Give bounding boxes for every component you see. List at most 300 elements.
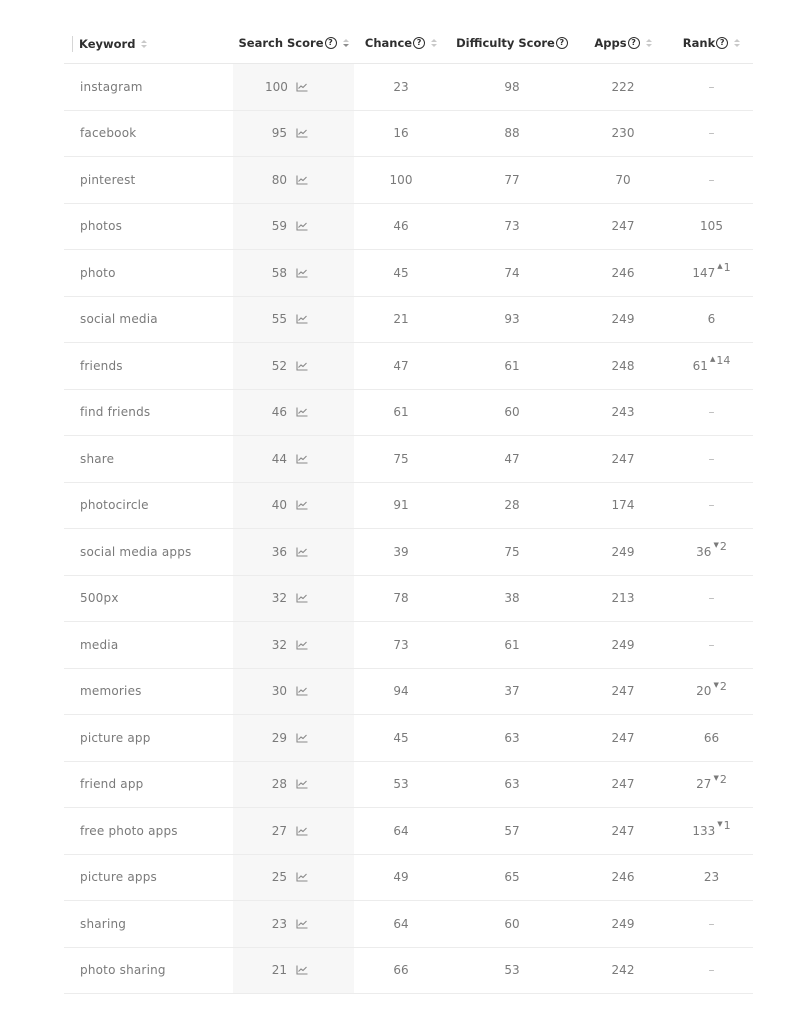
search-score-value: 46 (271, 405, 287, 420)
difficulty-cell (448, 173, 576, 187)
apps-value: 249 (611, 916, 635, 931)
keyword-cell (64, 266, 233, 280)
chance-cell (354, 777, 448, 791)
chance-cell (354, 591, 448, 605)
rank-change-arrow-icon: ▲ (709, 355, 716, 364)
chance-value: 53 (393, 777, 409, 792)
search-score-value: 40 (271, 498, 287, 513)
rank-value: – (708, 405, 715, 420)
trend-chart-icon[interactable] (296, 686, 308, 696)
keyword-text[interactable]: free photo apps (80, 823, 178, 838)
rank-value: 147 (692, 265, 716, 280)
rank-change (713, 773, 726, 786)
difficulty-value: 61 (504, 358, 520, 373)
rank-value: 61 (692, 358, 708, 373)
rank-cell (670, 963, 753, 977)
apps-value: 242 (611, 963, 635, 978)
chance-cell (354, 824, 448, 838)
search-score-cell (233, 917, 354, 931)
search-score-value: 44 (271, 451, 287, 466)
keyword-text[interactable]: social media apps (80, 544, 192, 559)
chance-value: 91 (393, 498, 409, 513)
apps-cell (576, 219, 670, 233)
difficulty-value: 75 (504, 544, 520, 559)
help-icon[interactable]: ? (413, 37, 425, 49)
table-row[interactable] (64, 669, 753, 716)
difficulty-cell (448, 405, 576, 419)
rank-cell (670, 870, 753, 884)
table-body (64, 64, 753, 994)
table-row[interactable] (64, 343, 753, 390)
rank-value: 6 (707, 312, 716, 327)
difficulty-value: 88 (504, 126, 520, 141)
rank-cell (670, 679, 753, 699)
difficulty-cell (448, 498, 576, 512)
search-score-cell (233, 219, 354, 233)
chance-value: 61 (393, 405, 409, 420)
keyword-cell (64, 591, 233, 605)
chance-value: 78 (393, 591, 409, 606)
rank-cell (670, 312, 753, 326)
search-score-value: 80 (271, 172, 287, 187)
help-icon[interactable]: ? (716, 37, 728, 49)
difficulty-value: 57 (504, 823, 520, 838)
rank-cell (670, 772, 753, 792)
apps-value: 247 (611, 451, 635, 466)
difficulty-cell (448, 684, 576, 698)
header-chance[interactable] (354, 36, 448, 50)
table-row[interactable] (64, 762, 753, 809)
rank-change-value: 2 (719, 540, 727, 554)
header-rank[interactable] (670, 36, 753, 50)
difficulty-value: 28 (504, 498, 520, 513)
apps-cell (576, 173, 670, 187)
table-row[interactable] (64, 529, 753, 576)
apps-cell (576, 545, 670, 559)
trend-chart-icon[interactable] (296, 407, 308, 417)
rank-change-value: 1 (723, 819, 731, 833)
keyword-text[interactable]: photos (80, 219, 123, 234)
difficulty-cell (448, 545, 576, 559)
keyword-cell (64, 173, 233, 187)
table-row[interactable] (64, 576, 753, 623)
keyword-cell (64, 545, 233, 559)
rank-value: – (708, 498, 715, 513)
rank-change-arrow-icon: ▼ (713, 541, 719, 550)
rank-change-arrow-icon: ▲ (717, 262, 723, 271)
keyword-cell (64, 870, 233, 884)
table-row[interactable] (64, 204, 753, 251)
trend-chart-icon[interactable] (296, 500, 308, 510)
chance-cell (354, 452, 448, 466)
header-search-score-label: Search Score (238, 36, 324, 50)
apps-value: 70 (615, 172, 631, 187)
keyword-text[interactable]: 500px (80, 591, 119, 606)
rank-cell (670, 405, 753, 419)
header-search-score[interactable] (233, 36, 354, 50)
chance-value: 73 (393, 637, 409, 652)
rank-change-arrow-icon: ▼ (717, 820, 723, 829)
keyword-text[interactable]: pinterest (80, 172, 136, 187)
difficulty-value: 47 (504, 451, 520, 466)
rank-change-arrow-icon: ▼ (713, 680, 719, 689)
keyword-cell (64, 405, 233, 419)
search-score-cell (233, 777, 354, 791)
table-row[interactable] (64, 715, 753, 762)
chance-cell (354, 963, 448, 977)
header-apps-label: Apps (594, 36, 627, 50)
header-difficulty-score-label: Difficulty Score (456, 36, 555, 50)
chance-value: 100 (389, 172, 413, 187)
keyword-cell (64, 219, 233, 233)
trend-chart-icon[interactable] (296, 454, 308, 464)
apps-cell (576, 498, 670, 512)
search-score-cell (233, 591, 354, 605)
sort-icon[interactable] (646, 39, 652, 47)
apps-cell (576, 312, 670, 326)
keyword-text[interactable]: social media (80, 312, 158, 327)
difficulty-cell (448, 731, 576, 745)
rank-cell (670, 917, 753, 931)
search-score-cell (233, 824, 354, 838)
sort-icon[interactable] (141, 40, 147, 48)
trend-chart-icon[interactable] (296, 872, 308, 882)
rank-change (713, 680, 726, 693)
sort-icon[interactable] (734, 39, 740, 47)
keyword-text[interactable]: photo sharing (80, 963, 166, 978)
chance-cell (354, 498, 448, 512)
keyword-cell (64, 963, 233, 977)
keyword-cell (64, 498, 233, 512)
trend-chart-icon[interactable] (296, 314, 308, 324)
keyword-cell (64, 777, 233, 791)
search-score-value: 32 (271, 591, 287, 606)
search-score-cell (233, 498, 354, 512)
difficulty-cell (448, 638, 576, 652)
apps-cell (576, 405, 670, 419)
search-score-value: 27 (271, 823, 287, 838)
chance-value: 64 (393, 916, 409, 931)
difficulty-value: 93 (504, 312, 520, 327)
difficulty-cell (448, 777, 576, 791)
trend-chart-icon[interactable] (296, 779, 308, 789)
trend-chart-icon[interactable] (296, 547, 308, 557)
trend-chart-icon[interactable] (296, 128, 308, 138)
table-row[interactable] (64, 436, 753, 483)
search-score-cell (233, 638, 354, 652)
apps-cell (576, 359, 670, 373)
difficulty-cell (448, 591, 576, 605)
help-icon[interactable]: ? (325, 37, 337, 49)
column-divider (72, 36, 73, 52)
header-keyword[interactable] (64, 36, 233, 52)
rank-cell (670, 638, 753, 652)
rank-value: 23 (703, 870, 720, 885)
difficulty-value: 73 (504, 219, 520, 234)
difficulty-cell (448, 359, 576, 373)
rank-value: – (708, 963, 715, 978)
rank-value: 105 (700, 219, 723, 234)
rank-cell (670, 731, 753, 745)
chance-cell (354, 80, 448, 94)
keyword-table (64, 0, 753, 994)
chance-value: 16 (393, 126, 409, 141)
apps-value: 247 (611, 219, 635, 234)
search-score-cell (233, 312, 354, 326)
apps-value: 174 (611, 498, 635, 513)
chance-value: 66 (393, 963, 409, 978)
trend-chart-icon[interactable] (296, 82, 308, 92)
table-row[interactable] (64, 64, 753, 111)
chance-cell (354, 731, 448, 745)
difficulty-cell (448, 870, 576, 884)
apps-value: 249 (611, 637, 635, 652)
search-score-cell (233, 545, 354, 559)
rank-change (717, 819, 730, 832)
rank-value: 133 (692, 823, 716, 838)
search-score-cell (233, 80, 354, 94)
chance-value: 46 (393, 219, 409, 234)
keyword-cell (64, 126, 233, 140)
rank-change (717, 261, 730, 274)
sort-icon[interactable] (431, 39, 437, 47)
keyword-cell (64, 80, 233, 94)
keyword-text[interactable]: facebook (80, 126, 137, 141)
rank-cell (670, 354, 753, 373)
search-score-cell (233, 963, 354, 977)
keyword-cell (64, 312, 233, 326)
difficulty-cell (448, 126, 576, 140)
difficulty-value: 63 (504, 730, 520, 745)
table-row[interactable] (64, 483, 753, 530)
difficulty-cell (448, 312, 576, 326)
rank-change-value: 14 (716, 354, 731, 368)
chance-cell (354, 545, 448, 559)
search-score-value: 52 (271, 358, 287, 373)
table-row[interactable] (64, 622, 753, 669)
apps-cell (576, 777, 670, 791)
table-row[interactable] (64, 948, 753, 995)
rank-value: – (708, 126, 715, 141)
rank-value: – (708, 172, 715, 187)
rank-cell (670, 126, 753, 140)
apps-value: 230 (611, 126, 635, 141)
chance-cell (354, 917, 448, 931)
keyword-cell (64, 359, 233, 373)
table-row[interactable] (64, 855, 753, 902)
keyword-text[interactable]: sharing (80, 916, 127, 931)
rank-value: 66 (703, 730, 720, 745)
apps-value: 247 (611, 730, 635, 745)
rank-value: 27 (696, 777, 712, 792)
trend-chart-icon[interactable] (296, 733, 308, 743)
rank-cell (670, 261, 753, 280)
apps-cell (576, 591, 670, 605)
apps-value: 248 (611, 358, 635, 373)
keyword-text[interactable]: picture apps (80, 870, 157, 885)
keyword-cell (64, 638, 233, 652)
apps-value: 247 (611, 684, 635, 699)
rank-value: – (708, 916, 715, 931)
apps-cell (576, 684, 670, 698)
difficulty-value: 60 (504, 916, 520, 931)
chance-cell (354, 173, 448, 187)
keyword-text[interactable]: instagram (80, 79, 143, 94)
apps-value: 246 (611, 265, 635, 280)
difficulty-cell (448, 963, 576, 977)
rank-cell (670, 591, 753, 605)
rank-cell (670, 819, 753, 838)
rank-cell (670, 498, 753, 512)
rank-change-value: 2 (719, 679, 727, 693)
header-rank-label: Rank (682, 36, 716, 50)
trend-chart-icon[interactable] (296, 826, 308, 836)
difficulty-value: 38 (504, 591, 520, 606)
difficulty-value: 63 (504, 777, 520, 792)
chance-value: 23 (393, 79, 409, 94)
apps-value: 243 (611, 405, 635, 420)
header-chance-label: Chance (364, 36, 413, 50)
apps-cell (576, 638, 670, 652)
chance-cell (354, 219, 448, 233)
trend-chart-icon[interactable] (296, 361, 308, 371)
chance-value: 45 (393, 265, 409, 280)
difficulty-value: 77 (504, 172, 520, 187)
rank-value: – (708, 79, 715, 94)
chance-cell (354, 684, 448, 698)
apps-cell (576, 917, 670, 931)
apps-cell (576, 963, 670, 977)
trend-chart-icon[interactable] (296, 965, 308, 975)
keyword-cell (64, 824, 233, 838)
search-score-cell (233, 684, 354, 698)
chance-cell (354, 405, 448, 419)
keyword-text[interactable]: memories (80, 684, 142, 699)
keyword-text[interactable]: friend app (80, 777, 144, 792)
table-row[interactable] (64, 157, 753, 204)
table-row[interactable] (64, 808, 753, 855)
chance-value: 49 (393, 870, 409, 885)
sort-icon[interactable] (343, 39, 349, 47)
search-score-value: 55 (271, 312, 287, 327)
apps-value: 249 (611, 544, 635, 559)
chance-value: 21 (393, 312, 409, 327)
search-score-value: 95 (271, 126, 287, 141)
keyword-cell (64, 452, 233, 466)
rank-change-value: 2 (719, 772, 727, 786)
search-score-value: 100 (265, 79, 288, 94)
chance-cell (354, 312, 448, 326)
search-score-cell (233, 173, 354, 187)
table-row[interactable] (64, 250, 753, 297)
apps-cell (576, 452, 670, 466)
header-apps[interactable] (576, 36, 670, 50)
keyword-cell (64, 684, 233, 698)
difficulty-cell (448, 219, 576, 233)
search-score-cell (233, 731, 354, 745)
keyword-cell (64, 731, 233, 745)
keyword-text[interactable]: friends (80, 358, 123, 373)
search-score-value: 58 (271, 265, 287, 280)
search-score-value: 23 (271, 916, 287, 931)
trend-chart-icon[interactable] (296, 175, 308, 185)
chance-value: 47 (393, 358, 409, 373)
apps-cell (576, 266, 670, 280)
table-row[interactable] (64, 390, 753, 437)
chance-value: 64 (393, 823, 409, 838)
help-icon[interactable]: ? (556, 37, 568, 49)
apps-value: 246 (611, 870, 635, 885)
keyword-text[interactable]: photocircle (80, 498, 149, 513)
rank-value: – (708, 451, 715, 466)
search-score-value: 32 (271, 637, 287, 652)
search-score-value: 36 (271, 544, 287, 559)
keyword-text[interactable]: find friends (80, 405, 151, 420)
table-header (64, 0, 753, 64)
rank-value: 20 (696, 684, 712, 699)
apps-value: 247 (611, 777, 635, 792)
rank-value: – (708, 591, 715, 606)
rank-cell (670, 452, 753, 466)
difficulty-value: 98 (504, 79, 520, 94)
difficulty-value: 53 (504, 963, 520, 978)
keyword-text[interactable]: photo (80, 265, 116, 280)
search-score-cell (233, 266, 354, 280)
difficulty-value: 60 (504, 405, 520, 420)
trend-chart-icon[interactable] (296, 593, 308, 603)
table-row[interactable] (64, 111, 753, 158)
search-score-value: 21 (271, 963, 287, 978)
trend-chart-icon[interactable] (296, 919, 308, 929)
apps-value: 222 (611, 79, 635, 94)
apps-value: 213 (611, 591, 635, 606)
rank-cell (670, 540, 753, 559)
rank-value: 36 (696, 544, 712, 559)
table-row[interactable] (64, 297, 753, 344)
search-score-cell (233, 452, 354, 466)
help-icon[interactable]: ? (628, 37, 640, 49)
trend-chart-icon[interactable] (296, 640, 308, 650)
search-score-cell (233, 870, 354, 884)
apps-value: 249 (611, 312, 635, 327)
difficulty-value: 74 (504, 265, 520, 280)
chance-cell (354, 870, 448, 884)
chance-value: 94 (393, 684, 409, 699)
search-score-cell (233, 359, 354, 373)
chance-value: 45 (393, 730, 409, 745)
table-row[interactable] (64, 901, 753, 948)
rank-cell (670, 173, 753, 187)
rank-change-value: 1 (723, 261, 731, 275)
rank-change (710, 354, 730, 367)
trend-chart-icon[interactable] (296, 221, 308, 231)
difficulty-value: 37 (504, 684, 520, 699)
difficulty-cell (448, 917, 576, 931)
chance-cell (354, 359, 448, 373)
keyword-text[interactable]: media (80, 637, 119, 652)
chance-cell (354, 126, 448, 140)
apps-cell (576, 824, 670, 838)
keyword-text[interactable]: share (80, 451, 115, 466)
apps-cell (576, 731, 670, 745)
search-score-value: 30 (271, 684, 287, 699)
chance-cell (354, 266, 448, 280)
keyword-text[interactable]: picture app (80, 730, 151, 745)
difficulty-value: 61 (504, 637, 520, 652)
header-difficulty-score[interactable] (448, 36, 576, 50)
trend-chart-icon[interactable] (296, 268, 308, 278)
rank-value: – (708, 637, 715, 652)
